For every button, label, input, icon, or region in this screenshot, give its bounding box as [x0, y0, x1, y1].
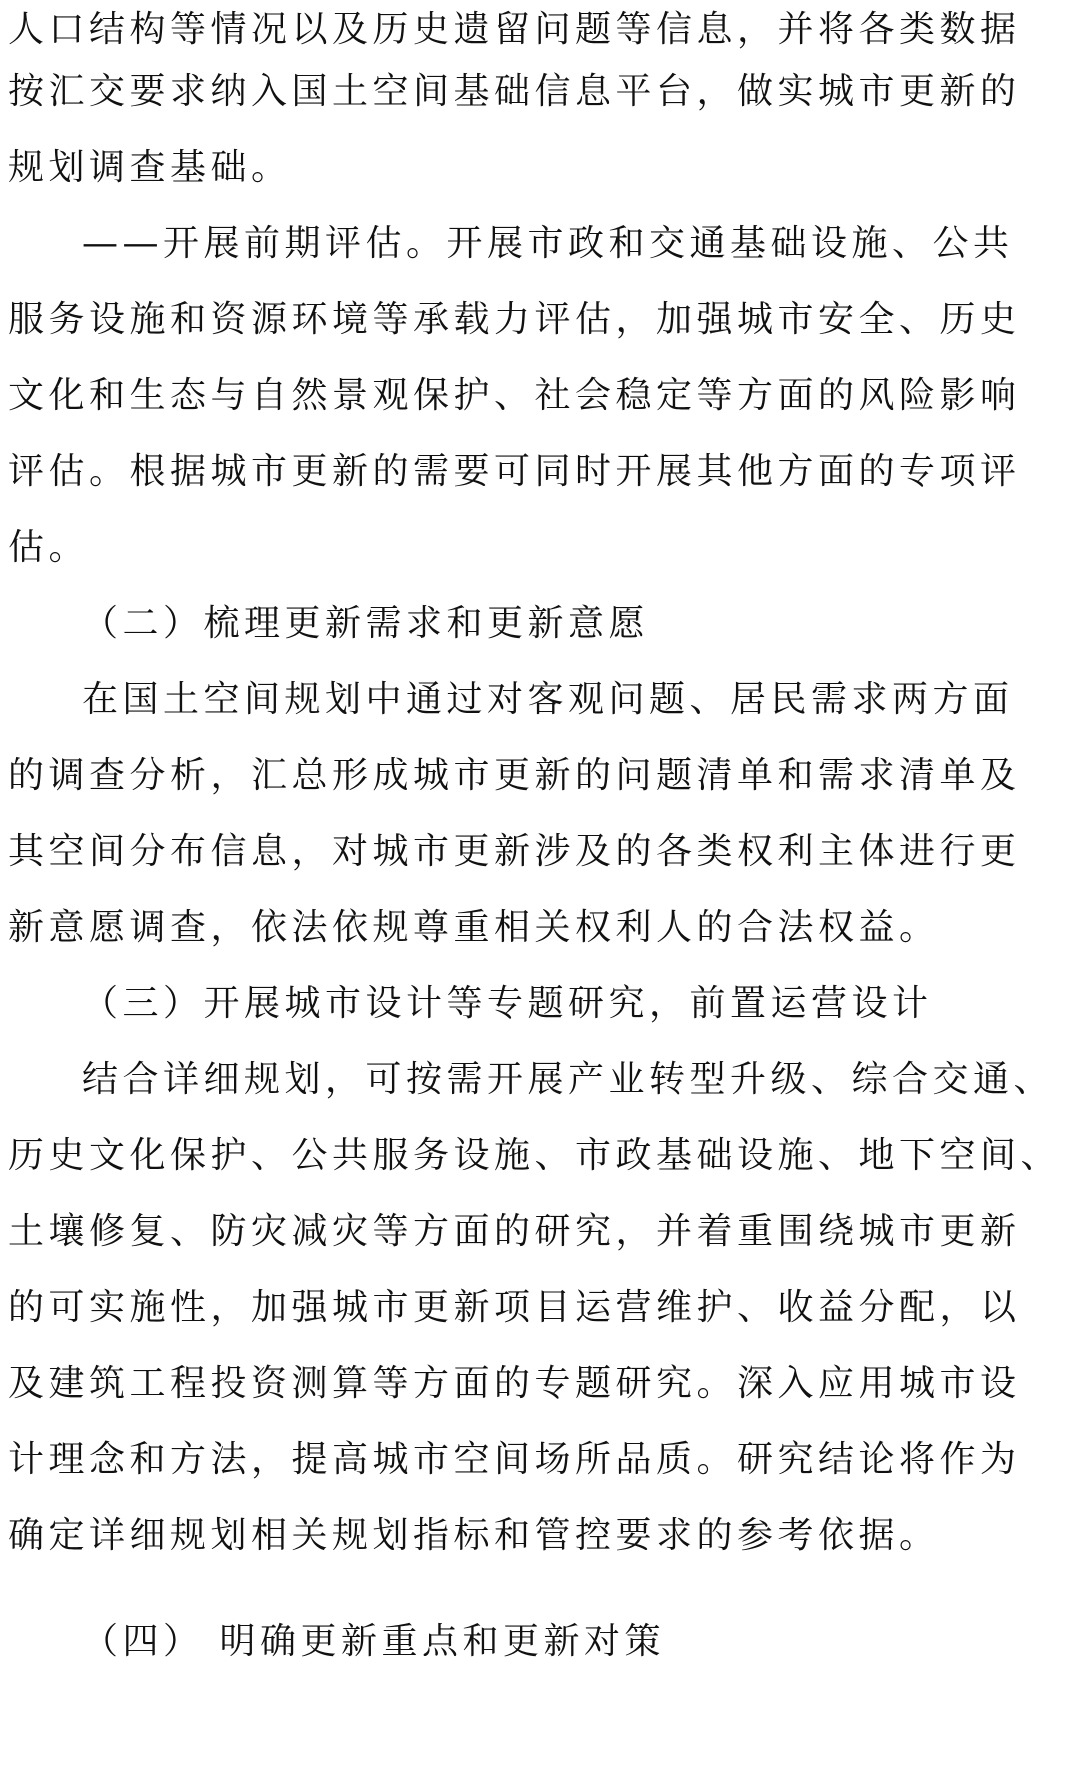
text-line-3: 规划调查基础。 — [8, 147, 292, 188]
text-line-19: 及建筑工程投资测算等方面的专题研究。深入应用城市设 — [8, 1363, 1021, 1404]
text-line-15: 结合详细规划，可按需开展产业转型升级、综合交通、 — [82, 1059, 1055, 1100]
text-line-1: 人口结构等情况以及历史遗留问题等信息，并将各类数据 — [8, 9, 1021, 50]
text-line-11: 的调查分析，汇总形成城市更新的问题清单和需求清单及 — [8, 755, 1021, 796]
text-line-6: 文化和生态与自然景观保护、社会稳定等方面的风险影响 — [8, 375, 1021, 416]
text-line-10: 在国土空间规划中通过对客观问题、居民需求两方面 — [82, 679, 1014, 720]
text-line-12: 其空间分布信息，对城市更新涉及的各类权利主体进行更 — [8, 831, 1021, 872]
section-heading-3: （三）开展城市设计等专题研究，前置运营设计 — [82, 983, 933, 1024]
section-heading-4: （四） 明确更新重点和更新对策 — [82, 1621, 665, 1662]
text-line-5: 服务设施和资源环境等承载力评估，加强城市安全、历史 — [8, 299, 1021, 340]
text-line-21: 确定详细规划相关规划指标和管控要求的参考依据。 — [8, 1515, 940, 1556]
text-line-7: 评估。根据城市更新的需要可同时开展其他方面的专项评 — [8, 451, 1021, 492]
section-heading-2: （二）梳理更新需求和更新意愿 — [82, 603, 650, 644]
text-line-8: 估。 — [8, 527, 90, 568]
text-line-4: ——开展前期评估。开展市政和交通基础设施、公共 — [82, 223, 1014, 264]
text-line-16: 历史文化保护、公共服务设施、市政基础设施、地下空间、 — [8, 1135, 1062, 1176]
text-line-20: 计理念和方法，提高城市空间场所品质。研究结论将作为 — [8, 1439, 1021, 1480]
text-line-2: 按汇交要求纳入国土空间基础信息平台，做实城市更新的 — [8, 71, 1021, 112]
text-line-13: 新意愿调查，依法依规尊重相关权利人的合法权益。 — [8, 907, 940, 948]
text-line-18: 的可实施性，加强城市更新项目运营维护、收益分配，以 — [8, 1287, 1021, 1328]
text-line-17: 土壤修复、防灾减灾等方面的研究，并着重围绕城市更新 — [8, 1211, 1021, 1252]
